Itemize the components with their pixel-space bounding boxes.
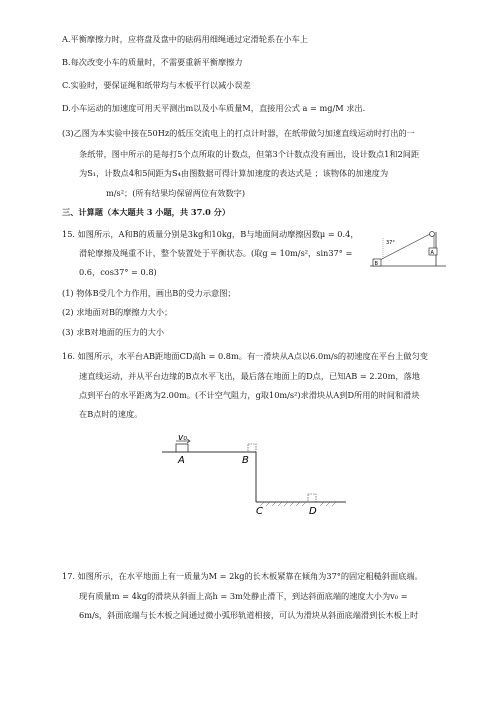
q3-line2: 条纸带，图中所示的是每打5个点所取的计数点，但第3个计数点没有画出，设计数点1和2间距: [79, 149, 420, 159]
q15-sub1: (1) 物体B受几个力作用，画出B的受力示意图；: [62, 288, 236, 298]
label-c: C: [256, 506, 263, 517]
q17-line1: 17. 如图所示，在水平地面上有一质量为M = 2kg的长木板紧靠在倾角为37°的固定粗糙斜面底端。: [62, 571, 423, 581]
q3-line3: 为S₁，计数点4和5间距为S₄由图数据可得计算加速度的表达式是 ；该物体的加速度为: [79, 168, 389, 178]
label-a: A: [178, 455, 185, 466]
slider-block: [176, 444, 188, 452]
q15-figure: [368, 226, 448, 272]
option-b: B.每次改变小车的质量时，不需要重新平衡摩擦力: [62, 57, 243, 67]
q15-line1: 15. 如图所示，A和B的质量分别是3kg和10kg，B与地面间动摩擦因数μ = 0.4，: [62, 229, 359, 239]
q16-line4: 在B点时的速度。: [79, 409, 143, 419]
label-b: B: [242, 455, 249, 466]
option-c: C.实验时，要保证绳和纸带均与木板平行以减小误差: [62, 80, 251, 90]
q16-line2: 速直线运动，并从平台边缘的B点水平飞出，最后落在地面上的D点，已知AB = 2.20m，落地: [79, 371, 420, 381]
q17-line3: 6m/s，斜面底端与长木板之间通过微小弧形轨道相接，可认为滑块从斜面底端滑到长木板上时: [79, 610, 419, 620]
q16-line1: 16. 如图所示，水平台AB距地面CD高h = 0.8m。有一滑块从A点以6.0m/s的初速度在平台上做匀变: [62, 351, 428, 361]
label-a: A: [430, 250, 434, 256]
angle-label: 37°: [386, 240, 395, 246]
block-at-d: [308, 494, 316, 502]
q17-line2: 现有质量m = 4kg的滑块从斜面上高h = 3m处静止滑下，到达斜面底端的速度大小为v₀ =: [79, 591, 408, 601]
q15-line3: 0.6，cos37° = 0.8): [79, 267, 157, 277]
q15-sub3: (3) 求B对地面的压力的大小: [62, 327, 165, 337]
v0-label: v₀: [178, 433, 187, 443]
q3-line1: (3)乙图为本实验中接在50Hz的低压交流电上的打点计时器，在纸带做匀加速直线运动时打出的一: [62, 128, 415, 138]
q16-figure: [156, 430, 346, 530]
q15-line2: 滑轮摩擦及绳重不计，整个装置处于平衡状态。(取g = 10m/s²，sin37° =: [79, 248, 353, 258]
label-d: D: [309, 506, 317, 517]
q3-line4: m/s²；(所有结果均保留两位有效数字): [106, 188, 246, 198]
block-at-b: [248, 444, 256, 452]
section-heading: 三、计算题（本大题共 3 小题，共 37.0 分）: [62, 207, 231, 217]
rope-slanted: [378, 234, 430, 261]
q15-sub2: (2) 求地面对B的摩擦力大小；: [62, 307, 173, 317]
option-d: D.小车运动的加速度可用天平测出m以及小车质量M，直接用公式 a = mg/M 求出.: [62, 103, 366, 113]
label-b: B: [374, 261, 378, 267]
q16-line3: 点到平台的水平距离为2.00m。(不计空气阻力，g取10m/s²)求滑块从A到D所用的时间和滑块: [79, 390, 420, 400]
ground-hatch: [260, 502, 336, 506]
option-a: A.平衡摩擦力时，应将盘及盘中的砝码用细绳通过定滑轮系在小车上: [62, 34, 308, 44]
